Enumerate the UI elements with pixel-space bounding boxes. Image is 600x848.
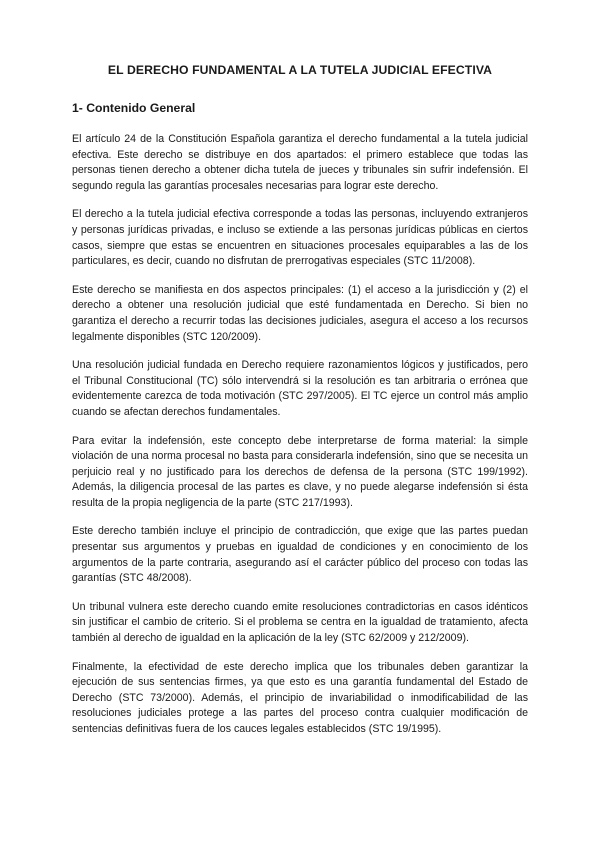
section-heading: 1- Contenido General (72, 101, 196, 115)
paragraph-1: El artículo 24 de la Constitución Española garantiza el derecho fundamental a la tutela judicial efectiva. Este derecho se distribuye en dos apartados: el primero establece que todas las personas tienen derecho a obtener dicha tutela de jueces y tribunales sin sufrir indefensión. El segundo regula las garantías procesales necesarias para lograr este derecho. (72, 133, 528, 192)
paragraph-3: Este derecho se manifiesta en dos aspectos principales: (1) el acceso a la jurisdicción y (2) el derecho a obtener una resolución judicial que esté fundamentada en Derecho. Si bien no garantiza el derecho a recurrir todas las decisiones judiciales, asegura el acceso a los recursos legalmente disponibles (STC 120/2009). (72, 283, 528, 343)
document-title: EL DERECHO FUNDAMENTAL A LA TUTELA JUDICIAL EFECTIVA (107, 63, 493, 77)
document-body (72, 62, 528, 738)
paragraph-2: El derecho a la tutela judicial efectiva corresponde a todas las personas, incluyendo extranjeros y personas jurídicas privadas, e incluso se extiende a las personas jurídicas públicas en ciertos casos, siempre que estas se encuentren en situaciones procesales equiparables a las de los particulares, es decir, cuando no disfrutan de prerrogativas especiales (STC 11/2008). (72, 208, 528, 268)
paragraph-6: Este derecho también incluye el principio de contradicción, que exige que las partes puedan presentar sus argumentos y pruebas en igualdad de condiciones y en conocimiento de los argumentos de la parte contraria, asegurando así el carácter público del proceso con todas las garantías (STC 48/2008). (72, 525, 528, 585)
paragraph-4: Una resolución judicial fundada en Derecho requiere razonamientos lógicos y justificados, pero el Tribunal Constitucional (TC) sólo intervendrá si la resolución es tan arbitraria o errónea que evidentemente carezca de toda motivación (STC 297/2005). El TC ejerce un control más amplio cuando se afectan derechos fundamentales. (72, 359, 528, 418)
paragraph-5: Para evitar la indefensión, este concepto debe interpretarse de forma material: la simple violación de una norma procesal no basta para considerarla indefensión, sino que se necesita un perjuicio real y no justificado para los derechos de defensa de la persona (STC 199/1992). Además, la diligencia procesal de las partes es clave, y no puede alegarse indefensión si ésta resulta de la propia negligencia de la parte (STC 217/1993). (72, 434, 528, 509)
paragraph-8: Finalmente, la efectividad de este derecho implica que los tribunales deben garantizar la ejecución de sus sentencias firmes, ya que esto es una garantía fundamental del Estado de Derecho (STC 73/2000). Además, el principio de invariabilidad o inmodificabilidad de las resoluciones judiciales protege a las partes del proceso contra cualquier modificación de sentencias definitivas fuera de los cauces legales establecidos (STC 19/1995). (72, 660, 528, 735)
paragraph-7: Un tribunal vulnera este derecho cuando emite resoluciones contradictorias en casos idénticos sin justificar el cambio de criterio. Si el problema se centra en la igualdad de tratamiento, afecta también al derecho de igualdad en la aplicación de la ley (STC 62/2009 y 212/2009). (72, 600, 528, 645)
